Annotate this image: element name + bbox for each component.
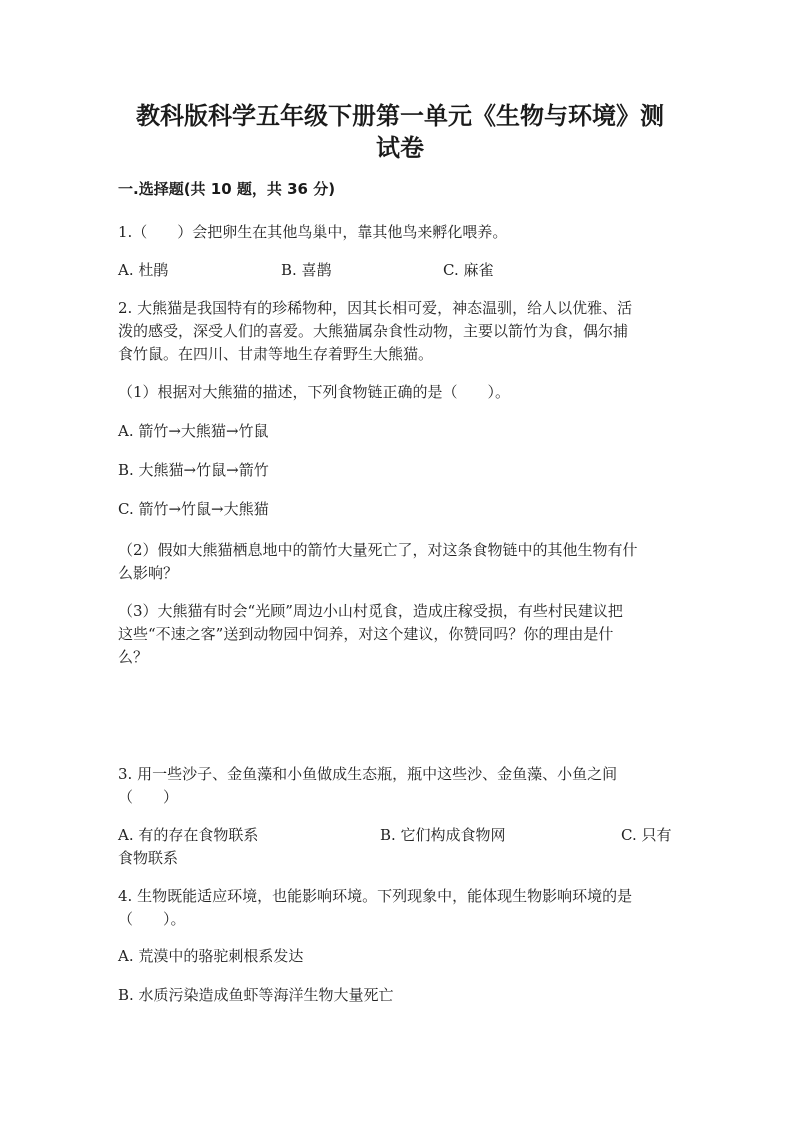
question-1-option-b[interactable]: B. 喜鹊 bbox=[281, 261, 332, 279]
question-1-option-c[interactable]: C. 麻雀 bbox=[443, 261, 494, 279]
question-2-sub-3-line-2: 这些“不速之客”送到动物园中饲养，对这个建议，你赞同吗？你的理由是什 bbox=[118, 625, 614, 643]
question-2-sub-1-option-b[interactable]: B. 大熊猫→竹鼠→箭竹 bbox=[118, 461, 269, 479]
question-4-option-a[interactable]: A. 荒漠中的骆驼刺根系发达 bbox=[118, 947, 304, 965]
question-4-stem-line-2: （ ）。 bbox=[118, 910, 186, 928]
section-heading: 一.选择题(共 10 题，共 36 分) bbox=[118, 180, 336, 198]
question-2-sub-3-line-3: 么？ bbox=[118, 648, 149, 666]
page-title-line-2: 试卷 bbox=[376, 134, 424, 162]
question-2-stem-line-1: 2. 大熊猫是我国特有的珍稀物种，因其长相可爱，神态温驯，给人以优雅、活 bbox=[118, 299, 633, 317]
question-2-sub-3-line-1: （3）大熊猫有时会“光顾”周边小山村觅食，造成庄稼受损，有些村民建议把 bbox=[118, 602, 623, 620]
question-2-stem-line-3: 食竹鼠。在四川、甘肃等地生存着野生大熊猫。 bbox=[118, 345, 434, 363]
question-2-sub-1: （1）根据对大熊猫的描述，下列食物链正确的是（ ）。 bbox=[118, 383, 511, 401]
question-1-option-a[interactable]: A. 杜鹃 bbox=[118, 261, 169, 279]
question-2-sub-2-line-1: （2）假如大熊猫栖息地中的箭竹大量死亡了，对这条食物链中的其他生物有什 bbox=[118, 541, 638, 559]
question-3-stem-line-1: 3. 用一些沙子、金鱼藻和小鱼做成生态瓶，瓶中这些沙、金鱼藻、小鱼之间 bbox=[118, 765, 618, 783]
question-3-option-c[interactable]: C. 只有 bbox=[621, 826, 672, 844]
question-3-option-c-wrap: 食物联系 bbox=[118, 849, 179, 867]
question-1-stem: 1.（ ）会把卵生在其他鸟巢中，靠其他鸟来孵化喂养。 bbox=[118, 223, 508, 241]
question-3-option-a[interactable]: A. 有的存在食物联系 bbox=[118, 826, 259, 844]
page-title-line-1: 教科版科学五年级下册第一单元《生物与环境》测 bbox=[136, 102, 664, 130]
question-3-option-b[interactable]: B. 它们构成食物网 bbox=[380, 826, 506, 844]
question-3-stem-line-2: （ ） bbox=[118, 788, 179, 806]
question-4-option-b[interactable]: B. 水质污染造成鱼虾等海洋生物大量死亡 bbox=[118, 986, 394, 1004]
question-2-stem-line-2: 泼的感受，深受人们的喜爱。大熊猫属杂食性动物，主要以箭竹为食，偶尔捕 bbox=[118, 322, 629, 340]
question-2-sub-1-option-a[interactable]: A. 箭竹→大熊猫→竹鼠 bbox=[118, 422, 269, 440]
question-2-sub-1-option-c[interactable]: C. 箭竹→竹鼠→大熊猫 bbox=[118, 500, 269, 518]
question-4-stem-line-1: 4. 生物既能适应环境，也能影响环境。下列现象中，能体现生物影响环境的是 bbox=[118, 887, 633, 905]
question-2-sub-2-line-2: 么影响？ bbox=[118, 564, 179, 582]
